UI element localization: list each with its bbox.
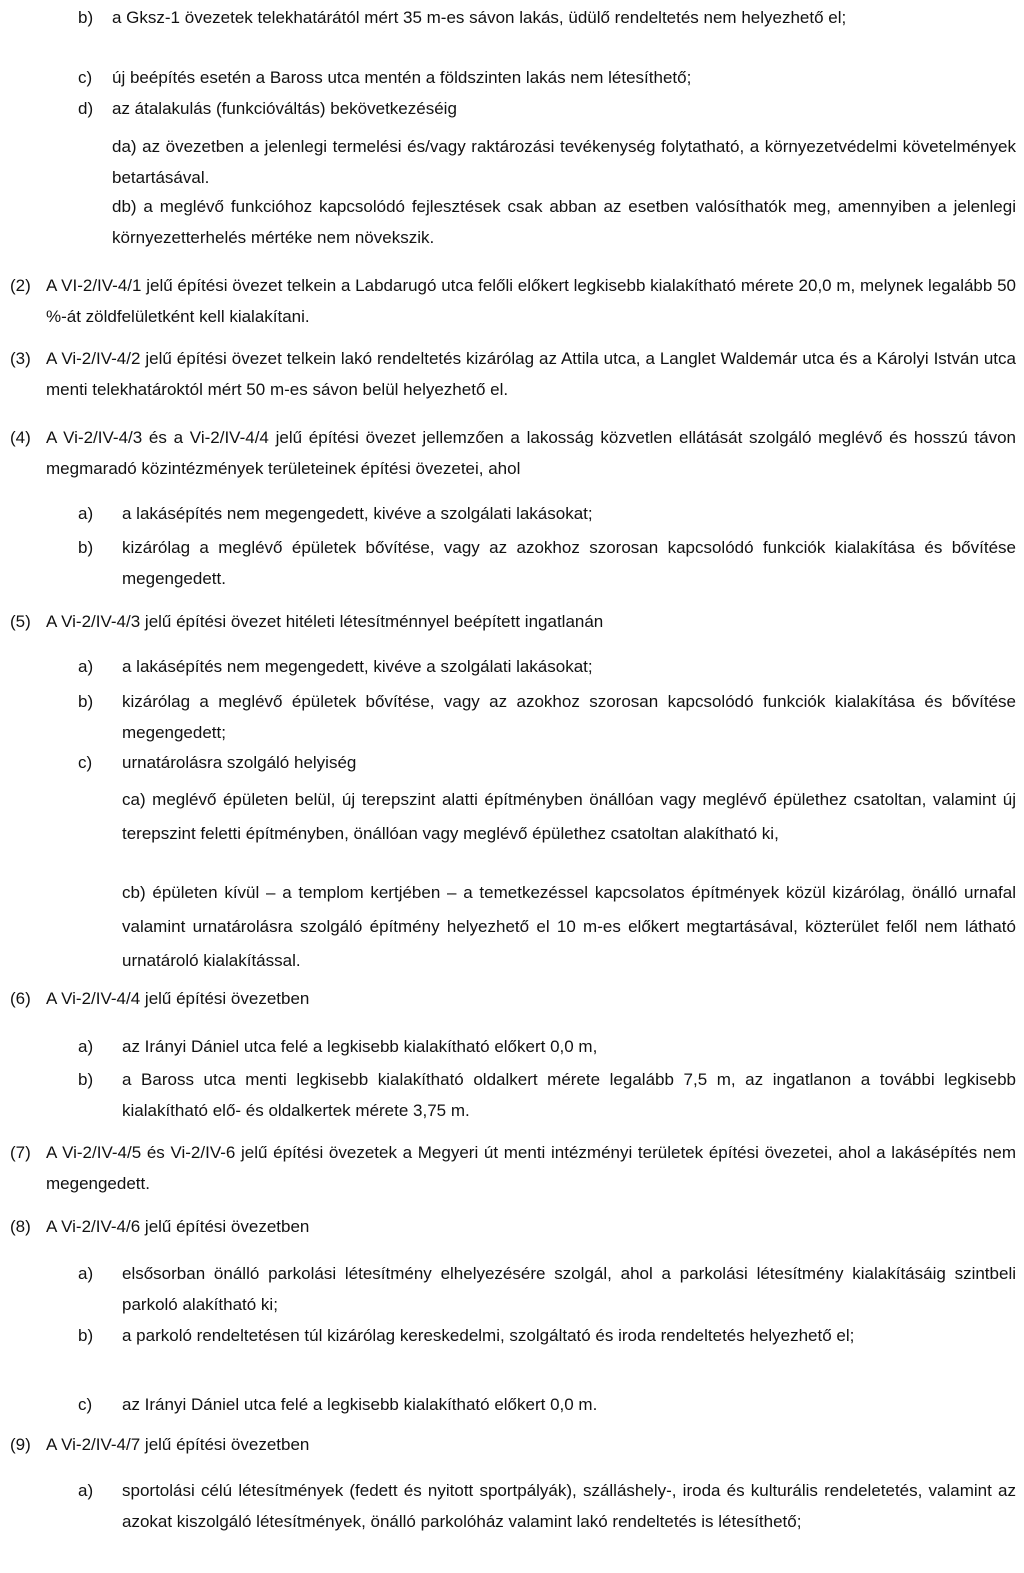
paragraph-number: (2)	[10, 276, 31, 295]
item-label: c)	[78, 1395, 93, 1414]
paragraph-text: A Vi-2/IV-4/7 jelű építési övezetben	[46, 1435, 310, 1454]
paragraph-text: A Vi-2/IV-4/5 és Vi-2/IV-6 jelű építési övezetek a Megyeri út menti intézményi területek építési övezetei, ahol a lakásépítés nem megengedett.	[46, 1143, 1016, 1193]
sub-item-text: cb) épületen kívül – a templom kertjében – a temetkezéssel kapcsolatos építmények közül kizárólag, önálló urnafal valamint urnatárolásra szolgáló építmény helyezhető el 10 m-es előkert megtartásával, közterület felől nem látható urnatároló kialakítással.	[122, 883, 1016, 970]
paragraph-text: A Vi-2/IV-4/3 és a Vi-2/IV-4/4 jelű építési övezet jellemzően a lakosság közvetlen ellátását szolgáló meglévő és hosszú távon megmaradó közintézmények területeinek építési övezetei, ahol	[46, 428, 1016, 478]
paragraph-number: (5)	[10, 612, 31, 631]
list-item	[78, 1258, 1016, 1320]
paragraph-9	[10, 1429, 1016, 1460]
paragraph-number: (3)	[10, 349, 31, 368]
item-text: a Baross utca menti legkisebb kialakítható oldalkert mérete legalább 7,5 m, az ingatlanon a további legkisebb kialakítható elő- és oldalkertek mérete 3,75 m.	[122, 1070, 1016, 1120]
sub-item	[112, 191, 1016, 253]
paragraph-text: A Vi-2/IV-4/4 jelű építési övezetben	[46, 989, 310, 1008]
paragraph-3	[10, 343, 1016, 405]
item-text: kizárólag a meglévő épületek bővítése, vagy az azokhoz szorosan kapcsolódó funkciók kialakítása és bővítése megengedett;	[122, 692, 1016, 742]
item-text: sportolási célú létesítmények (fedett és nyitott sportpályák), szálláshely-, iroda és kulturális rendeletetés, valamint az azokat kiszolgáló létesítmények, önálló parkolóház valamint lakó rendeltetés is létesíthető;	[122, 1481, 1016, 1531]
list-item	[78, 1320, 1016, 1351]
item-label: d)	[78, 99, 94, 118]
item-text: kizárólag a meglévő épületek bővítése, vagy az azokhoz szorosan kapcsolódó funkciók kialakítása és bővítése megengedett.	[122, 538, 1016, 588]
list-item	[78, 498, 1016, 529]
list-item	[78, 62, 1016, 93]
item-text: az Irányi Dániel utca felé a legkisebb kialakítható előkert 0,0 m,	[122, 1037, 598, 1056]
item-text: a parkoló rendeltetésen túl kizárólag kereskedelmi, szolgáltató és iroda rendeltetés helyezhető el;	[122, 1326, 855, 1345]
list-item	[78, 1389, 1016, 1420]
paragraph-5	[10, 606, 1016, 637]
paragraph-2	[10, 270, 1016, 332]
item-label: a)	[78, 1037, 94, 1056]
item-text: az átalakulás (funkcióváltás) bekövetkezéséig	[112, 99, 457, 118]
item-label: b)	[78, 1326, 94, 1345]
list-item	[78, 1031, 1016, 1062]
item-label: b)	[78, 8, 94, 27]
paragraph-text: A Vi-2/IV-4/6 jelű építési övezetben	[46, 1217, 310, 1236]
paragraph-4	[10, 422, 1016, 484]
paragraph-text: A Vi-2/IV-4/3 jelű építési övezet hitéleti létesítménnyel beépített ingatlanán	[46, 612, 604, 631]
paragraph-number: (6)	[10, 989, 31, 1008]
list-item	[78, 1064, 1016, 1126]
sub-item	[112, 131, 1016, 193]
sub-item-text: db) a meglévő funkcióhoz kapcsolódó fejlesztések csak abban az esetben valósíthatók meg, amennyiben a jelenlegi környezetterhelés mértéke nem növekszik.	[112, 197, 1016, 247]
sub-item	[122, 783, 1016, 851]
paragraph-number: (4)	[10, 428, 31, 447]
item-text: az Irányi Dániel utca felé a legkisebb kialakítható előkert 0,0 m.	[122, 1395, 598, 1414]
item-label: c)	[78, 753, 93, 772]
item-label: c)	[78, 68, 93, 87]
paragraph-6	[10, 983, 1016, 1014]
list-item	[78, 2, 1016, 33]
item-text: a Gksz-1 övezetek telekhatárától mért 35 m-es sávon lakás, üdülő rendeltetés nem helyezhető el;	[112, 8, 847, 27]
sub-item-text: ca) meglévő épületen belül, új terepszint alatti építményben önállóan vagy meglévő épülethez csatoltan, valamint új terepszint feletti építményben, önállóan vagy meglévő épülethez csatoltan alakítható ki,	[122, 790, 1016, 843]
list-item	[78, 93, 1016, 124]
sub-item-text: da) az övezetben a jelenlegi termelési és/vagy raktározási tevékenység folytatható, a környezetvédelmi követelmények betartásával.	[112, 137, 1016, 187]
paragraph-8	[10, 1211, 1016, 1242]
item-label: b)	[78, 538, 94, 557]
item-label: a)	[78, 1264, 94, 1283]
list-item	[78, 651, 1016, 682]
item-text: új beépítés esetén a Baross utca mentén a földszinten lakás nem létesíthető;	[112, 68, 692, 87]
item-label: a)	[78, 1481, 94, 1500]
paragraph-number: (7)	[10, 1143, 31, 1162]
item-label: a)	[78, 504, 94, 523]
list-item	[78, 747, 1016, 778]
list-item	[78, 1475, 1016, 1537]
item-label: a)	[78, 657, 94, 676]
item-text: elsősorban önálló parkolási létesítmény elhelyezésére szolgál, ahol a parkolási létesítmény kialakításáig szintbeli parkoló alakítható ki;	[122, 1264, 1016, 1314]
paragraph-number: (9)	[10, 1435, 31, 1454]
item-label: b)	[78, 1070, 94, 1089]
item-text: urnatárolásra szolgáló helyiség	[122, 753, 357, 772]
item-text: a lakásépítés nem megengedett, kivéve a szolgálati lakásokat;	[122, 657, 593, 676]
paragraph-text: A VI-2/IV-4/1 jelű építési övezet telkein a Labdarugó utca felőli előkert legkisebb kialakítható mérete 20,0 m, melynek legalább 50 %-át zöldfelületként kell kialakítani.	[46, 276, 1016, 326]
item-text: a lakásépítés nem megengedett, kivéve a szolgálati lakásokat;	[122, 504, 593, 523]
sub-item	[122, 876, 1016, 978]
paragraph-7	[10, 1137, 1016, 1199]
paragraph-text: A Vi-2/IV-4/2 jelű építési övezet telkein lakó rendeltetés kizárólag az Attila utca, a Langlet Waldemár utca és a Károlyi István utca menti telekhatároktól mért 50 m-es sávon belül helyezhető el.	[46, 349, 1016, 399]
item-label: b)	[78, 692, 94, 711]
paragraph-number: (8)	[10, 1217, 31, 1236]
list-item	[78, 686, 1016, 748]
list-item	[78, 532, 1016, 594]
